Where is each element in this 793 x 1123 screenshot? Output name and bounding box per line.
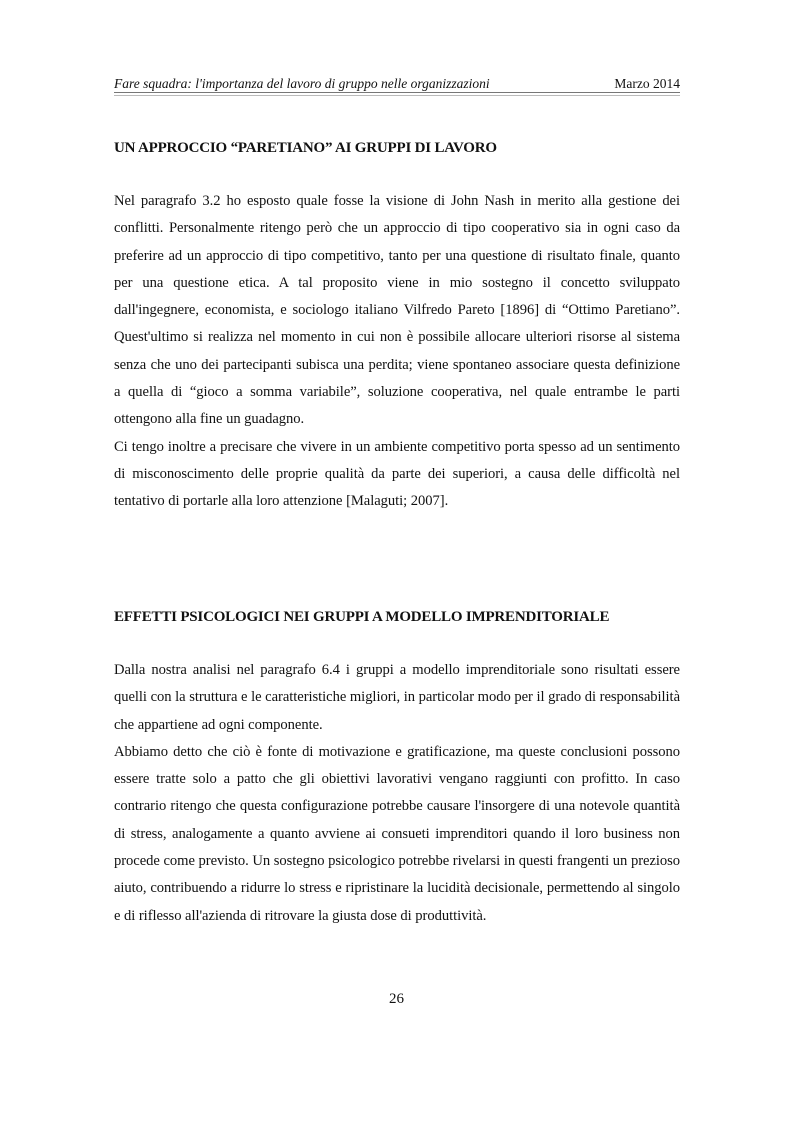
page-header [114, 76, 680, 92]
section-effetti-psicologici [114, 609, 680, 930]
header-date: Marzo 2014 [614, 76, 680, 91]
page-number: 26 [389, 991, 404, 1007]
section-title: EFFETTI PSICOLOGICI NEI GRUPPI A MODELLO IMPRENDITORIALE [114, 609, 610, 625]
paragraph: Abbiamo detto che ciò è fonte di motivazione e gratificazione, ma queste conclusioni possono essere tratte solo a patto che gli obiettivi lavorativi vengano raggiunti con profitto. In caso contrario ritengo che questa configurazione potrebbe causare l'insorgere di una notevole quantità di stress, analogamente a quanto avviene ai consueti imprenditori quando il loro business non procede come previsto. Un sostegno psicologico potrebbe rivelarsi in questi frangenti un prezioso aiuto, contribuendo a ridurre lo stress e ripristinare la lucidità decisionale, permettendo al singolo e di riflesso all'azienda di ritrovare la giusta dose di produttività. [114, 743, 680, 924]
paragraph: Ci tengo inoltre a precisare che vivere in un ambiente competitivo porta spesso ad un sentimento di misconoscimento delle proprie qualità da parte dei superiori, a causa delle difficoltà nel tentativo di portarle alla loro attenzione [Malaguti; 2007]. [114, 438, 680, 510]
paragraph: Dalla nostra analisi nel paragrafo 6.4 i gruppi a modello imprenditoriale sono risultati essere quelli con la struttura e le caratteristiche migliori, in particolar modo per il grado di responsabilità che appartiene ad ogni componente. [114, 662, 680, 733]
header-rule [114, 92, 680, 93]
section-pareto [114, 140, 680, 516]
header-title: Fare squadra: l'importanza del lavoro di gruppo nelle organizzazioni [114, 76, 490, 91]
section-title: UN APPROCCIO “PARETIANO” AI GRUPPI DI LAVORO [114, 140, 497, 156]
header-rule-secondary [114, 95, 680, 96]
paragraph: Nel paragrafo 3.2 ho esposto quale fosse la visione di John Nash in merito alla gestione dei conflitti. Personalmente ritengo però che un approccio di tipo cooperativo sia in ogni caso da preferire ad un approccio di tipo competitivo, tanto per una questione di risultato finale, quanto per una questione etica. A tal proposito viene in mio sostegno il concetto sviluppato dall'ingegnere, economista, e sociologo italiano Vilfredo Pareto [1896] di “Ottimo Paretiano”. Quest'ultimo si realizza nel momento in cui non è possibile allocare ulteriori risorse al sistema senza che uno dei partecipanti subisca una perdita; viene spontaneo associare questa definizione a quella di “gioco a somma variabile”, soluzione cooperativa, nel quale entrambe le parti ottengono alla fine un guadagno. [114, 193, 680, 428]
